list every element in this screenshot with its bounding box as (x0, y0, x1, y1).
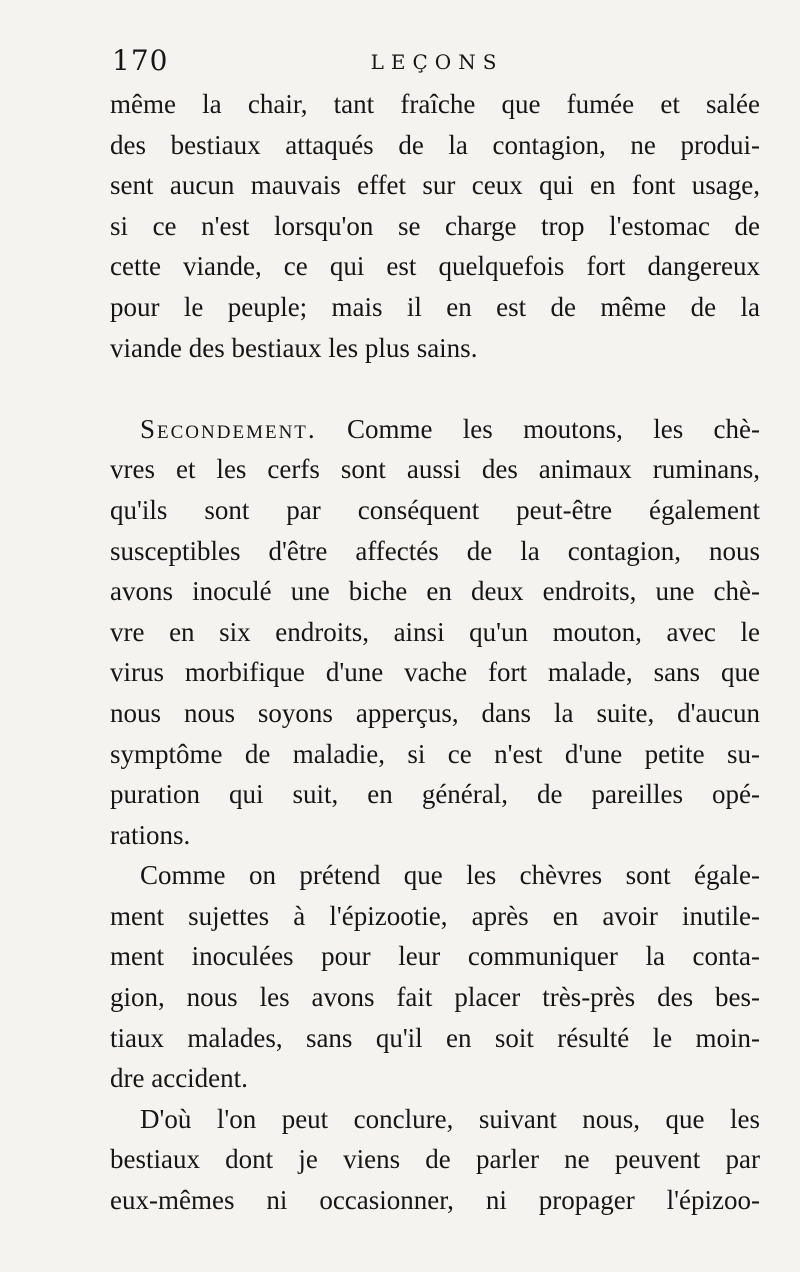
paragraph-4 (110, 1099, 760, 1221)
paragraph-gap (110, 368, 760, 409)
paragraph-1 (110, 84, 760, 368)
text-line: des bestiaux attaqués de la contagion, ne produi- (110, 129, 760, 160)
text-line: viande des bestiaux les plus sains. (110, 332, 478, 363)
text-line: Comme on prétend que les chèvres sont égale- (140, 860, 760, 891)
text-line: symptôme de maladie, si ce n'est d'une petite su- (110, 738, 760, 769)
text-line: D'où l'on peut conclure, suivant nous, que les (140, 1103, 760, 1134)
paragraph-2 (110, 409, 760, 856)
page-body (110, 84, 760, 1221)
text-line: qu'ils sont par conséquent peut-être également (110, 494, 760, 525)
page-number: 170 (112, 44, 169, 77)
text-line: avons inoculé une biche en deux endroits, une chè- (110, 576, 760, 607)
text-line: susceptibles d'être affectés de la contagion, nous (110, 535, 760, 566)
text-line: ment inoculées pour leur communiquer la conta- (110, 941, 760, 972)
text-line: puration qui suit, en général, de pareilles opé- (110, 779, 760, 810)
text-line: pour le peuple; mais il en est de même de la (110, 291, 760, 322)
lead-word: Secondement. (140, 413, 317, 444)
text-line: virus morbifique d'une vache fort malade, sans que (110, 657, 760, 688)
text-line-lead (110, 409, 760, 450)
page-header (112, 44, 762, 78)
text-line: si ce n'est lorsqu'on se charge trop l'estomac de (110, 210, 760, 241)
text-line: eux-mêmes ni occasionner, ni propager l'épizoo- (110, 1185, 760, 1216)
text-line: sent aucun mauvais effet sur ceux qui en font usage, (110, 170, 760, 201)
lead-line-rest: Comme les moutons, les chè- (316, 413, 760, 444)
text-line: rations. (110, 819, 191, 850)
text-line: bestiaux dont je viens de parler ne peuvent par (110, 1144, 760, 1175)
text-line: tiaux malades, sans qu'il en soit résulté le moin- (110, 1022, 760, 1053)
running-title: LEÇONS (370, 50, 504, 74)
text-line: ment sujettes à l'épizootie, après en avoir inutile- (110, 900, 760, 931)
paragraph-3 (110, 855, 760, 1099)
text-line: cette viande, ce qui est quelquefois fort dangereux (110, 251, 760, 282)
text-line: vre en six endroits, ainsi qu'un mouton, avec le (110, 616, 760, 647)
text-line: vres et les cerfs sont aussi des animaux ruminans, (110, 454, 760, 485)
text-line: nous nous soyons apperçus, dans la suite, d'aucun (110, 697, 760, 728)
text-line: gion, nous les avons fait placer très-près des bes- (110, 982, 760, 1013)
text-line: même la chair, tant fraîche que fumée et salée (110, 89, 760, 119)
text-line: dre accident. (110, 1063, 248, 1094)
